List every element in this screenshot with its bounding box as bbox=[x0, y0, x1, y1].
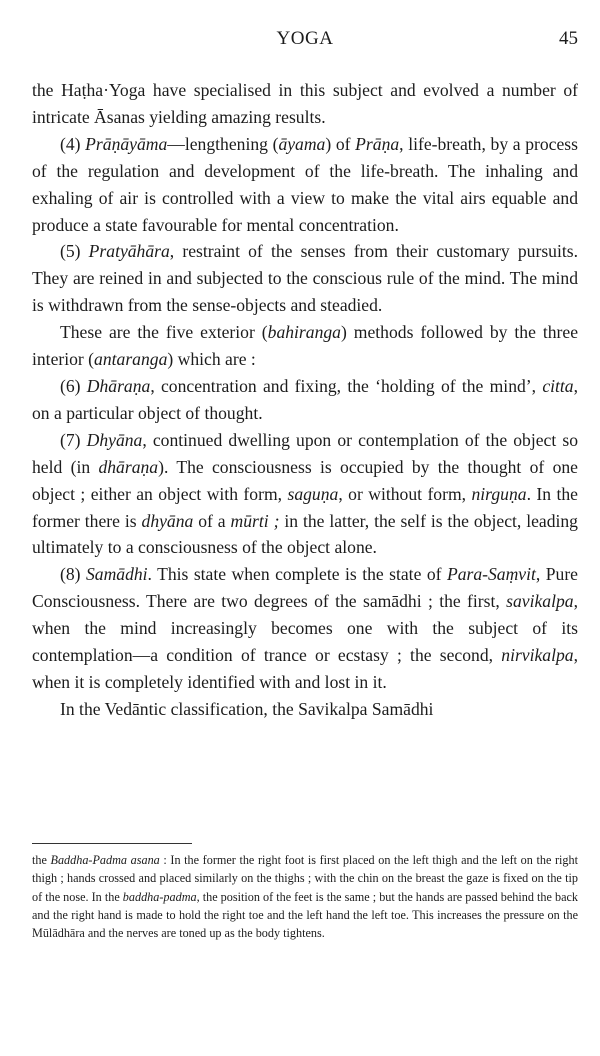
italic-term: citta bbox=[542, 375, 574, 396]
text-run: ) methods followed by the three interior ( bbox=[32, 322, 579, 370]
footnote-text bbox=[32, 851, 578, 942]
paragraph bbox=[32, 319, 578, 373]
italic-term: antaranga bbox=[94, 349, 168, 370]
text-run: in the latter, the self is the object, leading ultimately to a consciousness of the object alone. bbox=[32, 510, 578, 558]
italic-term: bahiranga bbox=[267, 322, 341, 343]
italic-term: saguṇa bbox=[287, 483, 339, 504]
italic-term: Para-Saṃvit bbox=[446, 564, 536, 585]
body-text bbox=[32, 77, 578, 723]
italic-term: Dhyāna bbox=[86, 429, 143, 450]
text-run: , concentration and fixing, the ‘holding of the mind’, bbox=[150, 375, 543, 396]
italic-term: āyama bbox=[278, 133, 326, 154]
italic-term: nirguṇa bbox=[471, 483, 527, 504]
text-run: the Haṭha·Yoga have specialised in this subject and evolved a number of intricate Āsanas yielding amazing results. bbox=[32, 80, 578, 127]
running-title: YOGA bbox=[276, 28, 334, 49]
text-run: In the Vedāntic classification, the Savikalpa Samādhi bbox=[60, 698, 434, 719]
text-run: , continued dwelling upon or contemplation of the object so held (in bbox=[32, 429, 578, 477]
paragraph bbox=[32, 427, 578, 562]
text-run: These are the five exterior ( bbox=[60, 322, 268, 343]
paragraph bbox=[32, 238, 578, 319]
text-run: , when it is completely identified with and lost in it. bbox=[32, 645, 578, 692]
paragraph bbox=[32, 561, 578, 696]
italic-term: savikalpa bbox=[506, 591, 574, 612]
paragraph bbox=[32, 373, 578, 427]
italic-term: Prāṇāyāma bbox=[85, 133, 168, 154]
text-run: (5) bbox=[60, 241, 89, 262]
text-run: ) of bbox=[325, 133, 356, 154]
italic-term: dhāraṇa bbox=[98, 456, 159, 477]
text-run: —lengthening ( bbox=[167, 133, 279, 154]
text-run: , restraint of the senses from their customary pursuits. They are reined in and subjected to the conscious rule of the mind. The mind is withdrawn from the sense-objects and steadied. bbox=[32, 241, 578, 316]
paragraph bbox=[32, 131, 578, 239]
text-run: , or without form, bbox=[338, 483, 472, 504]
italic-term: dhyāna bbox=[141, 510, 194, 531]
footnote bbox=[32, 851, 578, 942]
text-run: , Pure Consciousness. There are two degrees of the samādhi ; the first, bbox=[32, 564, 578, 612]
text-run: (7) bbox=[60, 429, 87, 450]
text-run: , when the mind increasingly becomes one with the subject of its contemplation—a condition of trance or ecstasy ; the second, bbox=[32, 591, 578, 666]
text-run: . This state when complete is the state of bbox=[147, 564, 447, 585]
italic-term: mūrti ; bbox=[230, 510, 280, 531]
paragraph bbox=[32, 77, 578, 131]
page-number: 45 bbox=[559, 28, 578, 49]
text-run: ). The consciousness is occupied by the thought of one object ; either an object with form, bbox=[32, 456, 578, 504]
italic-term: baddha-padma bbox=[122, 889, 197, 904]
text-run: , on a particular object of thought. bbox=[32, 375, 578, 423]
text-run: (8) bbox=[60, 564, 86, 585]
text-run: (4) bbox=[60, 133, 86, 154]
text-run: : In the former the right foot is first placed on the left thigh and the left on the right thigh ; hands crossed and placed similarly on the thighs ; with the chin on the breast the gaze is fixed on the tip of the nose. In the bbox=[32, 853, 579, 904]
italic-term: Pratyāhāra bbox=[88, 241, 170, 262]
text-run: the bbox=[32, 853, 51, 867]
paragraph bbox=[32, 696, 578, 723]
italic-term: Baddha-Padma asana bbox=[50, 853, 160, 867]
text-run: , life-breath, by a process of the regulation and development of the life-breath. The inhaling and exhaling of air is controlled with a view to make the vital airs equable and produce a state favourable for mental concentration. bbox=[32, 133, 578, 235]
italic-term: Prāṇa bbox=[355, 133, 400, 154]
text-run: (6) bbox=[60, 375, 87, 396]
italic-term: Samādhi bbox=[85, 564, 148, 585]
footnote-rule bbox=[32, 843, 192, 844]
text-run: ) which are : bbox=[167, 349, 256, 370]
page-header bbox=[32, 28, 578, 52]
italic-term: nirvikalpa bbox=[501, 645, 574, 666]
text-run: , the position of the feet is the same ; but the hands are passed behind the back and the right hand is made to hold the right toe and the left hand the left toe. This increases the pressure on the Mūlādhāra and the nerves are toned up as the body tightens. bbox=[32, 889, 578, 941]
text-run: . In the former there is bbox=[32, 483, 578, 531]
text-run: of a bbox=[193, 510, 231, 531]
italic-term: Dhāraṇa bbox=[86, 375, 151, 396]
